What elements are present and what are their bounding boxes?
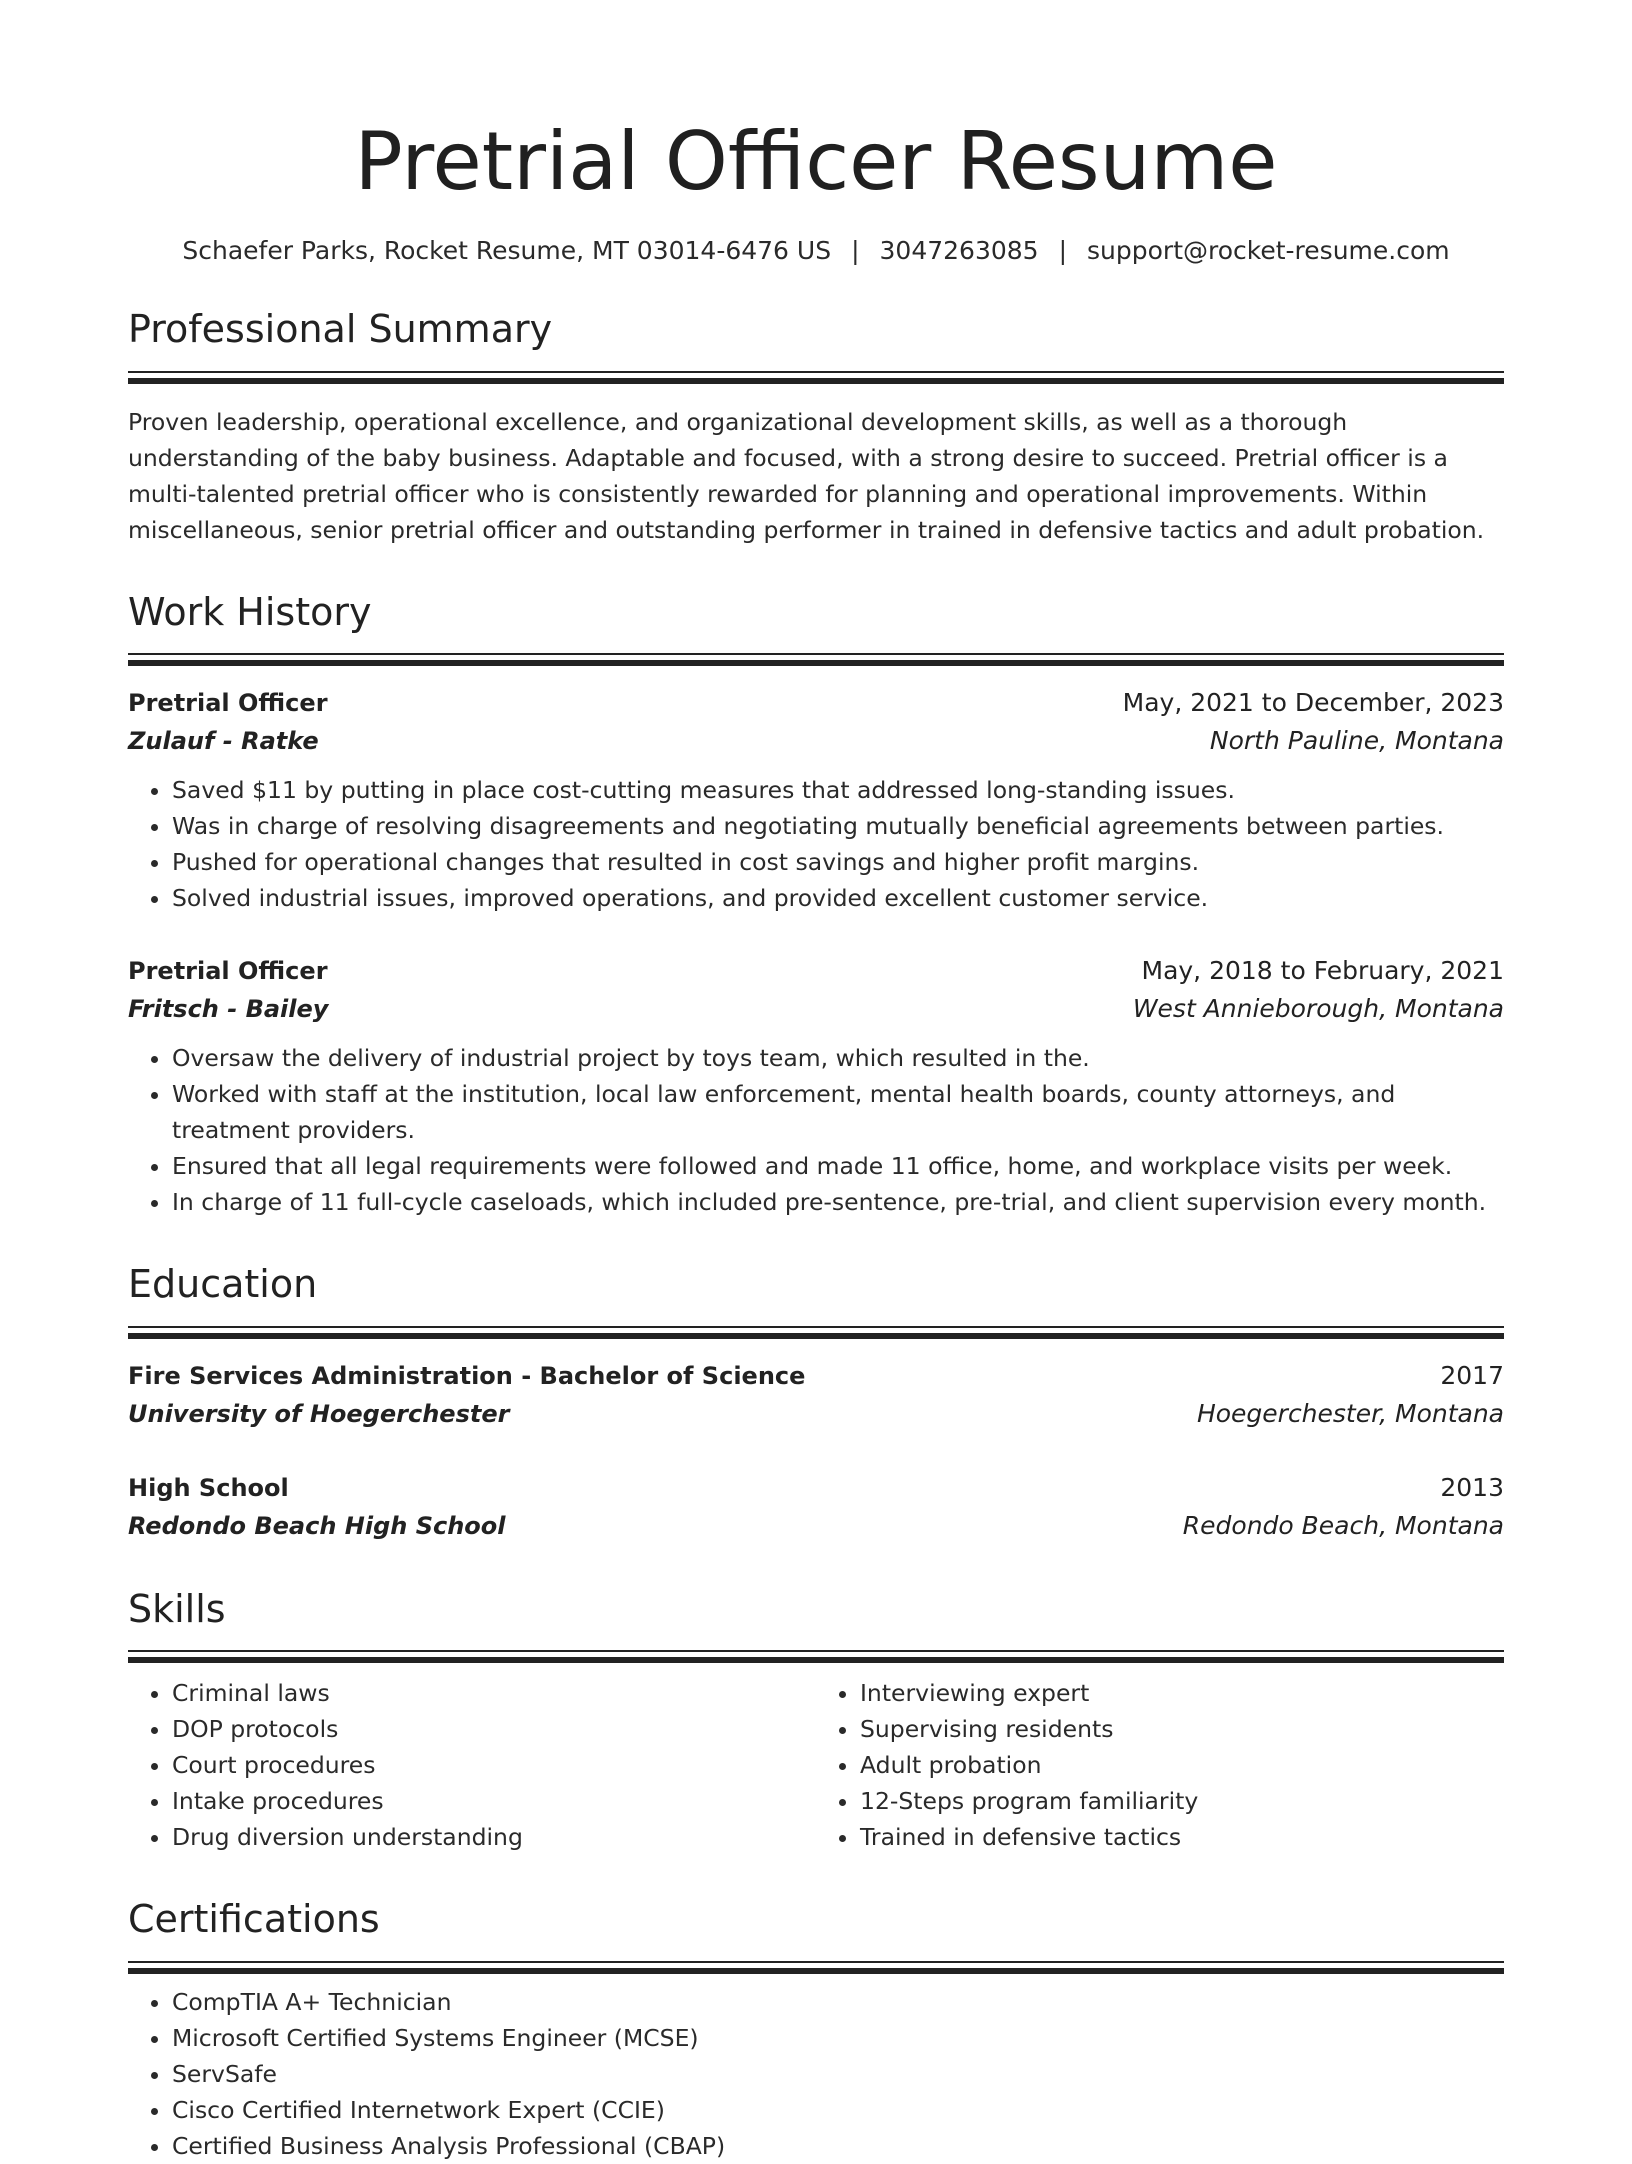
list-item: • Microsoft Certified Systems Engineer (MCSE) <box>172 2020 1504 2056</box>
list-item: • Intake procedures <box>172 1783 816 1819</box>
section-rule <box>128 1961 1504 1972</box>
contact-line <box>128 236 1504 265</box>
job-dates: May, 2018 to February, 2021 <box>1141 956 1504 986</box>
education-header <box>128 1357 1504 1395</box>
section-heading: Work History <box>128 589 372 634</box>
job-bullets <box>128 1040 1504 1220</box>
certifications-section <box>128 1897 1504 2164</box>
education-subheader <box>128 1395 1504 1433</box>
skills-left-list <box>128 1675 816 1855</box>
section-heading: Certifications <box>128 1897 380 1942</box>
job-title: Pretrial Officer <box>128 689 328 718</box>
certifications-list <box>128 1984 1504 2164</box>
list-item: • Pushed for operational changes that resulted in cost savings and higher profit margins. <box>172 844 1504 880</box>
education-school: University of Hoegerchester <box>128 1399 510 1428</box>
list-item: • ServSafe <box>172 2056 1504 2092</box>
list-item: • Cisco Certified Internetwork Expert (CCIE) <box>172 2092 1504 2128</box>
list-item: • Certified Business Analysis Professional (CBAP) <box>172 2128 1504 2164</box>
job-location: West Annieborough, Montana <box>1132 994 1504 1024</box>
section-heading: Professional Summary <box>128 307 553 351</box>
list-item: • Saved $11 by putting in place cost-cutting measures that addressed long-standing issues. <box>172 772 1504 808</box>
list-item: • Ensured that all legal requirements were followed and made 11 office, home, and workplace visits per week. <box>172 1148 1504 1184</box>
section-rule <box>128 1326 1504 1337</box>
list-item: • Court procedures <box>172 1747 816 1783</box>
section-rule <box>128 653 1504 664</box>
education-section <box>128 1262 1504 1545</box>
summary-text: Proven leadership, operational excellence, and organizational development skills, as well as a thorough understanding of the baby business. Adaptable and focused, with a strong desire to succeed. Pretrial officer is a multi-talented pretrial officer who is consistently rewarded for planning and operational improvements. Within miscellaneous, senior pretrial officer and outstanding performer in trained in defensive tactics and adult probation. <box>128 407 1485 544</box>
contact-separator: | <box>1058 236 1068 265</box>
education-location: Redondo Beach, Montana <box>1182 1510 1504 1540</box>
section-heading: Education <box>128 1262 318 1307</box>
section-rule <box>128 1650 1504 1661</box>
job-header <box>128 952 1504 990</box>
contact-separator: | <box>851 236 860 265</box>
work-section <box>128 590 1504 1221</box>
list-item: • In charge of 11 full-cycle caseloads, which included pre-sentence, pre-trial, and client supervision every month. <box>172 1184 1504 1220</box>
education-entry <box>128 1357 1504 1433</box>
skills-right-list <box>816 1675 1504 1855</box>
list-item: • Adult probation <box>860 1747 1504 1783</box>
education-subheader <box>128 1507 1504 1545</box>
skills-columns <box>128 1675 1504 1855</box>
education-degree: Fire Services Administration - Bachelor of Science <box>128 1361 806 1390</box>
list-item: • Criminal laws <box>172 1675 816 1711</box>
job-entry <box>128 952 1504 1220</box>
job-entry <box>128 684 1504 916</box>
section-heading: Skills <box>128 1586 226 1631</box>
list-item: • CompTIA A+ Technician <box>172 1984 1504 2020</box>
education-location: Hoegerchester, Montana <box>1196 1398 1504 1428</box>
list-item: • Supervising residents <box>860 1711 1504 1747</box>
education-year: 2013 <box>1440 1472 1504 1502</box>
job-dates: May, 2021 to December, 2023 <box>1122 688 1504 718</box>
education-year: 2017 <box>1440 1360 1504 1390</box>
education-entry <box>128 1469 1504 1545</box>
list-item: • Was in charge of resolving disagreements and negotiating mutually beneficial agreements between parties. <box>172 808 1504 844</box>
skills-section <box>128 1587 1504 1856</box>
job-subheader <box>128 990 1504 1028</box>
list-item: • Drug diversion understanding <box>172 1819 816 1855</box>
job-company: Zulauf - Ratke <box>128 727 319 756</box>
list-item: • Interviewing expert <box>860 1675 1504 1711</box>
job-header <box>128 684 1504 722</box>
list-item: • Trained in defensive tactics <box>860 1819 1504 1855</box>
contact-phone: 3047263085 <box>879 236 1039 265</box>
education-header <box>128 1469 1504 1507</box>
job-subheader <box>128 722 1504 760</box>
section-rule <box>128 371 1504 382</box>
contact-email[interactable]: support@rocket-resume.com <box>1087 236 1450 265</box>
summary-section <box>128 307 1504 548</box>
job-bullets <box>128 772 1504 916</box>
list-item: • Oversaw the delivery of industrial project by toys team, which resulted in the. <box>172 1040 1504 1076</box>
education-school: Redondo Beach High School <box>128 1511 506 1540</box>
job-location: North Pauline, Montana <box>1209 726 1504 756</box>
job-company: Fritsch - Bailey <box>128 995 329 1024</box>
contact-address: Schaefer Parks, Rocket Resume, MT 03014-6476 US <box>182 236 832 265</box>
list-item: • 12-Steps program familiarity <box>860 1783 1504 1819</box>
list-item: • Solved industrial issues, improved operations, and provided excellent customer service. <box>172 880 1504 916</box>
education-degree: High School <box>128 1473 289 1502</box>
resume-title: Pretrial Officer Resume <box>354 115 1278 208</box>
list-item: • DOP protocols <box>172 1711 816 1747</box>
job-title: Pretrial Officer <box>128 957 328 986</box>
list-item: • Worked with staff at the institution, local law enforcement, mental health boards, county attorneys, and treatment providers. <box>172 1076 1504 1148</box>
